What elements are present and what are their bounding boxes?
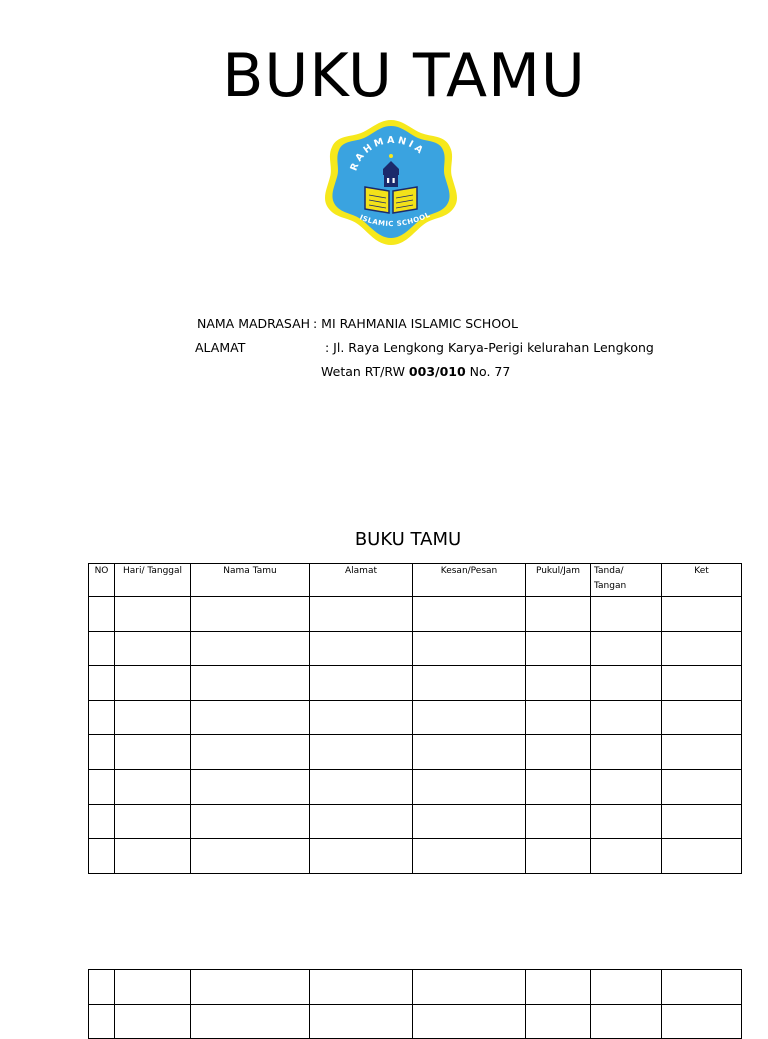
table-cell <box>115 700 191 735</box>
table-cell <box>310 804 413 839</box>
school-name-label: NAMA MADRASAH <box>197 316 311 331</box>
logo-emblem <box>321 117 461 249</box>
table-cell <box>591 666 662 701</box>
table-cell <box>413 804 526 839</box>
guest-book-table <box>88 563 742 874</box>
address-label: ALAMAT <box>195 340 246 355</box>
table-cell <box>591 597 662 632</box>
table-cell <box>89 769 115 804</box>
table-row <box>89 597 742 632</box>
table-cell <box>591 839 662 874</box>
table-cell <box>662 700 742 735</box>
table-cell <box>526 735 591 770</box>
table-cell <box>115 769 191 804</box>
table-cell <box>526 1004 591 1039</box>
table-cell <box>191 597 310 632</box>
table-row <box>89 735 742 770</box>
table-cell <box>413 631 526 666</box>
table-cell <box>591 700 662 735</box>
table-cell <box>310 735 413 770</box>
table-cell <box>115 631 191 666</box>
table-cell <box>191 839 310 874</box>
table-cell <box>662 631 742 666</box>
table-cell <box>115 666 191 701</box>
header-signature: Tanda/ Tangan <box>591 564 662 597</box>
table-cell <box>662 735 742 770</box>
table-cell <box>662 597 742 632</box>
header-no: NO <box>89 564 115 597</box>
table-title: BUKU TAMU <box>354 529 462 550</box>
address-line-2-prefix: Wetan RT/RW <box>321 364 409 379</box>
table-cell <box>413 666 526 701</box>
table-cell <box>526 804 591 839</box>
table-cell <box>662 804 742 839</box>
table-cell <box>89 700 115 735</box>
table-cell <box>191 631 310 666</box>
address-line-2-suffix: No. 77 <box>465 364 511 379</box>
table-cell <box>526 666 591 701</box>
table-cell <box>662 1004 742 1039</box>
table-cell <box>526 597 591 632</box>
table-cell <box>310 631 413 666</box>
table-cell <box>591 769 662 804</box>
table-body-2 <box>89 970 742 1039</box>
table-cell <box>413 839 526 874</box>
table-cell <box>310 1004 413 1039</box>
table-cell <box>191 666 310 701</box>
table-cell <box>115 839 191 874</box>
table-cell <box>526 839 591 874</box>
school-name-value: : MI RAHMANIA ISLAMIC SCHOOL <box>313 316 518 331</box>
table-cell <box>191 735 310 770</box>
table-cell <box>191 804 310 839</box>
table-cell <box>89 666 115 701</box>
header-address: Alamat <box>310 564 413 597</box>
table-cell <box>89 1004 115 1039</box>
table-cell <box>191 700 310 735</box>
table-cell <box>115 735 191 770</box>
table-row <box>89 631 742 666</box>
table-cell <box>591 735 662 770</box>
table-cell <box>310 970 413 1005</box>
table-cell <box>526 769 591 804</box>
address-line-1: : Jl. Raya Lengkong Karya-Perigi kelurahan Lengkong <box>325 340 654 355</box>
table-cell <box>413 735 526 770</box>
logo-arc-text: RAHMANIA <box>348 134 428 173</box>
header-message: Kesan/Pesan <box>413 564 526 597</box>
table-cell <box>413 970 526 1005</box>
table-cell <box>591 1004 662 1039</box>
table-row <box>89 970 742 1005</box>
table-cell <box>89 631 115 666</box>
guest-book-table-continued <box>88 969 742 1039</box>
table-cell <box>191 769 310 804</box>
school-logo <box>321 117 461 249</box>
table-row <box>89 769 742 804</box>
table-cell <box>310 597 413 632</box>
table-cell <box>662 839 742 874</box>
header-notes: Ket <box>662 564 742 597</box>
table-row <box>89 1004 742 1039</box>
table-cell <box>89 839 115 874</box>
table-cell <box>662 666 742 701</box>
header-time: Pukul/Jam <box>526 564 591 597</box>
table-cell <box>413 1004 526 1039</box>
table-cell <box>662 970 742 1005</box>
address-line-2 <box>321 364 510 380</box>
header-date: Hari/ Tanggal <box>115 564 191 597</box>
table-cell <box>310 666 413 701</box>
table-cell <box>413 769 526 804</box>
table-row <box>89 666 742 701</box>
table-cell <box>591 631 662 666</box>
logo-banner-text: ISLAMIC SCHOOL <box>358 210 432 229</box>
table-cell <box>191 970 310 1005</box>
table-cell <box>310 769 413 804</box>
header-guest-name: Nama Tamu <box>191 564 310 597</box>
table-cell <box>413 700 526 735</box>
table-row <box>89 700 742 735</box>
table-row <box>89 839 742 874</box>
table-cell <box>89 735 115 770</box>
table-cell <box>115 1004 191 1039</box>
table-cell <box>89 597 115 632</box>
table-cell <box>115 804 191 839</box>
table-cell <box>662 769 742 804</box>
table-cell <box>591 970 662 1005</box>
table-body-1 <box>89 597 742 874</box>
table-cell <box>310 700 413 735</box>
table-cell <box>526 700 591 735</box>
table-row <box>89 804 742 839</box>
table-cell <box>115 970 191 1005</box>
table-cell <box>89 970 115 1005</box>
table-cell <box>591 804 662 839</box>
table-cell <box>526 970 591 1005</box>
table-header-row <box>89 564 742 597</box>
table-cell <box>413 597 526 632</box>
rt-rw-number: 003/010 <box>408 364 466 379</box>
table-cell <box>89 804 115 839</box>
table-cell <box>191 1004 310 1039</box>
document-title: BUKU TAMU <box>222 41 586 111</box>
table-cell <box>115 597 191 632</box>
table-cell <box>310 839 413 874</box>
table-cell <box>526 631 591 666</box>
